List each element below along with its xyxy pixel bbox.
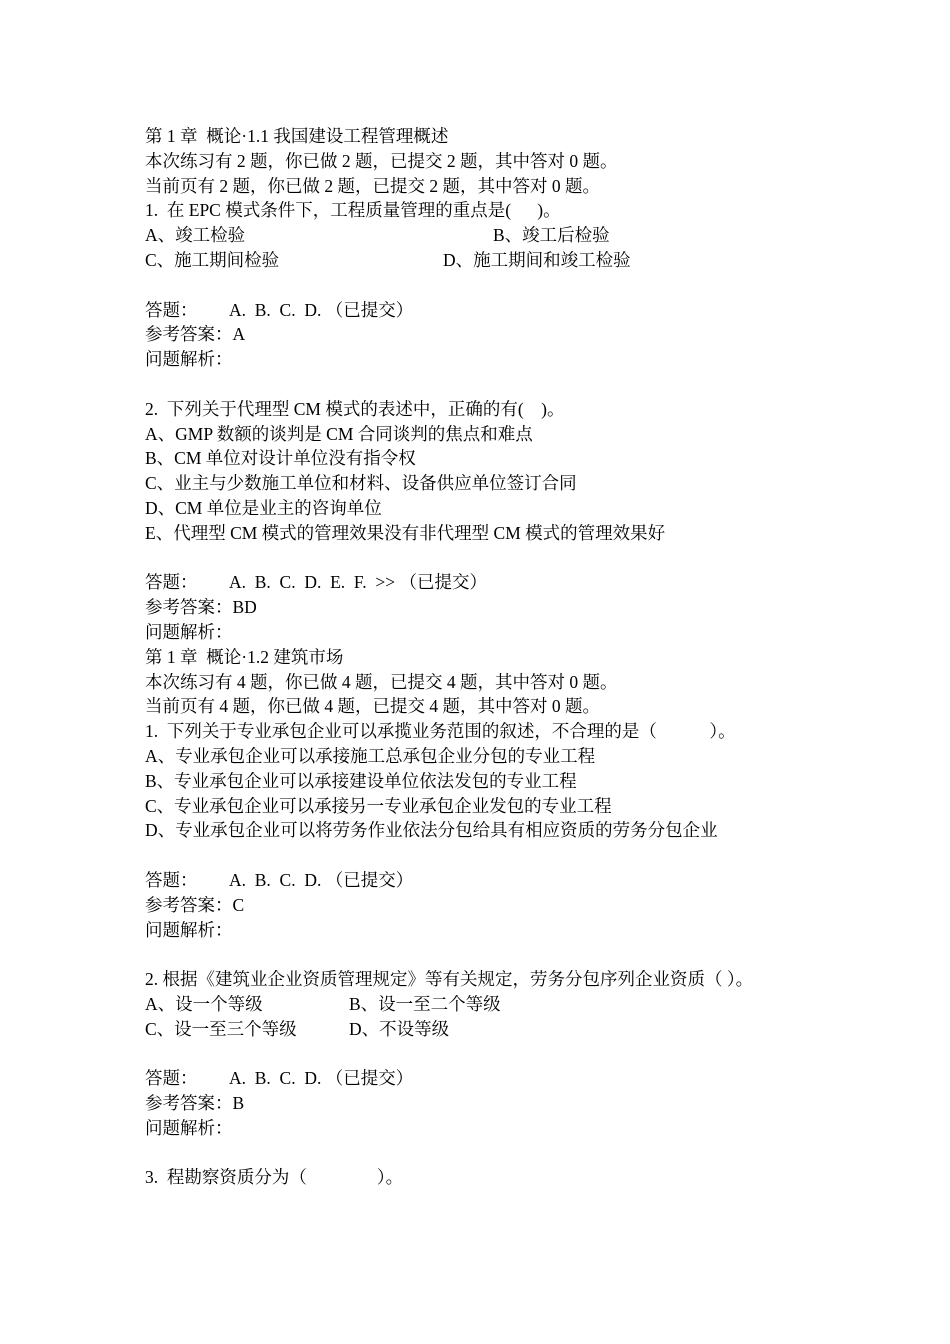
answer-label: 答题：	[145, 1068, 198, 1089]
question-analysis: 问题解析：	[145, 349, 233, 370]
question-stem: 2. 根据《建筑业企业资质管理规定》等有关规定，劳务分包序列企业资质（ ）。	[145, 969, 754, 990]
option-a: A、设一个等级	[145, 993, 263, 1014]
answer-row	[145, 298, 825, 323]
question-stem: 1. 下列关于专业承包企业可以承揽业务范围的叙述，不合理的是（ ）。	[145, 721, 736, 742]
option-c: C、设一至三个等级	[145, 1018, 297, 1039]
reference-answer: 参考答案：A	[145, 324, 246, 345]
section-title: 第 1 章 概论·1.2 建筑市场	[145, 646, 344, 667]
option-d: D、CM 单位是业主的咨询单位	[145, 497, 382, 518]
option-c: C、专业承包企业可以承接另一专业承包企业发包的专业工程	[145, 795, 612, 816]
question-stem: 1. 在 EPC 模式条件下，工程质量管理的重点是( )。	[145, 200, 561, 221]
option-row	[145, 992, 825, 1017]
answer-row	[145, 1066, 825, 1091]
option-b: B、设一至二个等级	[349, 993, 501, 1014]
answer-row	[145, 570, 825, 595]
exercise-summary: 本次练习有 2 题，你已做 2 题，已提交 2 题，其中答对 0 题。	[145, 150, 618, 171]
question-analysis: 问题解析：	[145, 919, 233, 940]
option-b: B、CM 单位对设计单位没有指令权	[145, 448, 416, 469]
option-b: B、专业承包企业可以承接建设单位依法发包的专业工程	[145, 770, 577, 791]
question-stem: 3. 程勘察资质分为（ ）。	[145, 1167, 404, 1188]
answer-choices: A. B. C. D. （已提交）	[229, 869, 414, 890]
answer-choices: A. B. C. D. （已提交）	[229, 1068, 414, 1089]
answer-choices: A. B. C. D. E. F. >> （已提交）	[229, 572, 488, 593]
document-page	[145, 124, 825, 1190]
option-row	[145, 248, 825, 273]
option-b: B、竣工后检验	[493, 225, 610, 246]
section-title: 第 1 章 概论·1.1 我国建设工程管理概述	[145, 126, 449, 146]
option-a: A、竣工检验	[145, 225, 246, 246]
answer-choices: A. B. C. D. （已提交）	[229, 299, 414, 320]
exercise-summary: 本次练习有 4 题，你已做 4 题，已提交 4 题，其中答对 0 题。	[145, 671, 618, 692]
option-d: D、施工期间和竣工检验	[443, 249, 631, 270]
option-c: C、业主与少数施工单位和材料、设备供应单位签订合同	[145, 473, 577, 494]
reference-answer: 参考答案：B	[145, 1093, 245, 1114]
answer-label: 答题：	[145, 299, 198, 320]
option-row	[145, 1017, 825, 1042]
option-a: A、GMP 数额的谈判是 CM 合同谈判的焦点和难点	[145, 423, 533, 444]
page-summary: 当前页有 4 题，你已做 4 题，已提交 4 题，其中答对 0 题。	[145, 696, 600, 717]
question-stem: 2. 下列关于代理型 CM 模式的表述中，正确的有( )。	[145, 398, 565, 419]
reference-answer: 参考答案：BD	[145, 597, 257, 618]
question-analysis: 问题解析：	[145, 621, 233, 642]
answer-label: 答题：	[145, 572, 198, 593]
option-a: A、专业承包企业可以承接施工总承包企业分包的专业工程	[145, 745, 596, 766]
option-d: D、不设等级	[349, 1018, 450, 1039]
answer-row	[145, 868, 825, 893]
option-d: D、专业承包企业可以将劳务作业依法分包给具有相应资质的劳务分包企业	[145, 820, 718, 841]
option-c: C、施工期间检验	[145, 249, 280, 270]
option-e: E、代理型 CM 模式的管理效果没有非代理型 CM 模式的管理效果好	[145, 522, 666, 543]
option-row	[145, 223, 825, 248]
answer-label: 答题：	[145, 869, 198, 890]
page-summary: 当前页有 2 题，你已做 2 题，已提交 2 题，其中答对 0 题。	[145, 175, 600, 196]
reference-answer: 参考答案：C	[145, 894, 245, 915]
question-analysis: 问题解析：	[145, 1117, 233, 1138]
